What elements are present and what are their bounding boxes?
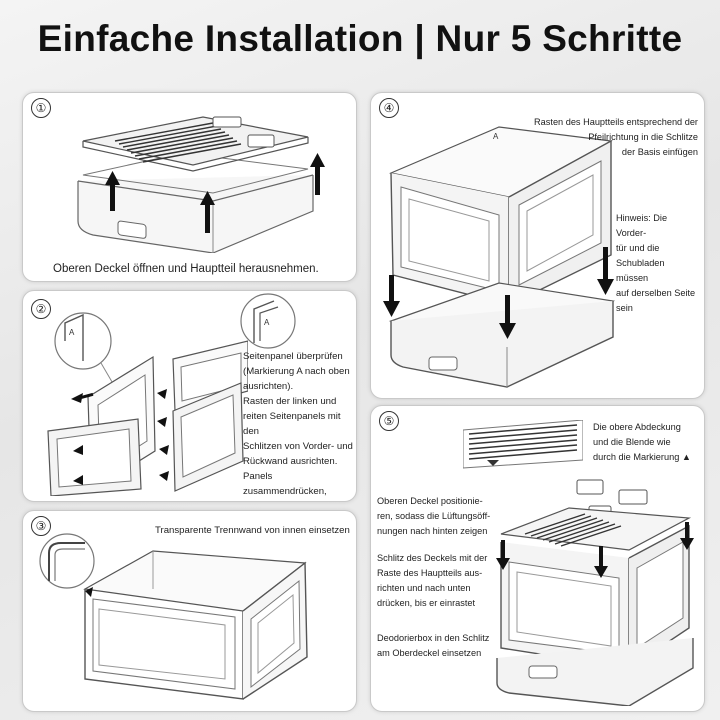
step-4-note-line: Schubladen müssen: [616, 258, 665, 283]
step-5-illustration: [489, 478, 699, 706]
mark-a-2: A: [264, 318, 270, 327]
step-5-lid-magnified: [463, 420, 583, 470]
step-2-illustration: [43, 301, 248, 496]
step-3-number: ③: [31, 516, 51, 536]
step-1-illustration: [63, 103, 333, 253]
step-3-illustration: [75, 539, 325, 707]
step-5-line: richten und nach unten: [377, 583, 471, 593]
step-2-line: Schlitzen von Vorder- und: [243, 441, 353, 452]
step-4-line: der Basis einfügen: [621, 147, 698, 157]
step-5-line: am Oberdeckel einsetzen: [377, 648, 482, 658]
step-4-line: Rasten des Hauptteils entsprechend der: [534, 117, 698, 127]
step-5-line: Oberen Deckel positionie-: [377, 496, 483, 506]
step-2-line: reiten Seitenpanels mit den: [243, 411, 341, 437]
step-3-panel: [22, 510, 357, 712]
step-5-line: und die Blende wie: [593, 437, 671, 447]
step-5-line: Schlitz des Deckels mit der: [377, 553, 488, 563]
step-2-line: Rückwand ausrichten.: [243, 456, 338, 467]
step-2-line: [243, 499, 356, 502]
step-5-instruction-2: [377, 494, 490, 539]
step-4-note-line: Hinweis: Die Vorder-: [616, 213, 668, 238]
step-4-instruction-2: [616, 211, 696, 316]
step-5-line: ren, sodass die Lüftungsöff-: [377, 511, 491, 521]
step-1-caption: Oberen Deckel öffnen und Hauptteil herausnehmen.: [53, 263, 319, 275]
step-2-detail-magnifier: [238, 291, 298, 351]
mark-a: A: [69, 328, 75, 337]
step-3-caption: Transparente Trennwand von innen einsetzen: [155, 525, 350, 536]
step-4-note-line: tür und die: [616, 243, 660, 253]
step-2-line: Seitenpanel überprüfen: [243, 351, 343, 362]
mark-a-3: A: [493, 132, 499, 141]
step-4-number: ④: [379, 98, 399, 118]
step-1-panel: [22, 92, 357, 282]
step-5-line: drücken, bis er einrastet: [377, 598, 476, 608]
step-5-instruction-3: [377, 551, 487, 611]
step-4-note-line: auf derselben Seite: [616, 288, 696, 298]
step-5-line: nungen nach hinten zeigen: [377, 526, 488, 536]
step-2-line: (Markierung A nach oben: [243, 366, 350, 377]
step-2-panel: [22, 290, 357, 502]
step-2-line: Rasten der linken und: [243, 396, 337, 407]
step-2-number: ②: [31, 299, 51, 319]
step-5-line: Die obere Abdeckung: [593, 422, 681, 432]
step-4-line: Pfeilrichtung in die Schlitze: [588, 132, 698, 142]
step-1-number: ①: [31, 98, 51, 118]
step-2-line: ausrichten).: [243, 381, 294, 392]
step-5-panel: [370, 405, 705, 712]
step-4-panel: [370, 92, 705, 399]
step-2-instructions: [243, 349, 356, 502]
step-4-instruction-1: [534, 115, 698, 160]
step-5-number: ⑤: [379, 411, 399, 431]
step-5-line: Deodorierbox in den Schlitz: [377, 633, 490, 643]
page-title: Einfache Installation | Nur 5 Schritte: [37, 18, 683, 59]
step-5-instruction-1: [593, 420, 691, 465]
step-2-line: Panels zusammendrücken,: [243, 471, 327, 497]
step-5-line: Raste des Hauptteils aus-: [377, 568, 483, 578]
step-5-line: durch die Markierung ▲: [593, 452, 691, 462]
step-5-instruction-4: [377, 631, 489, 661]
step-4-note-line: sein: [616, 303, 633, 313]
